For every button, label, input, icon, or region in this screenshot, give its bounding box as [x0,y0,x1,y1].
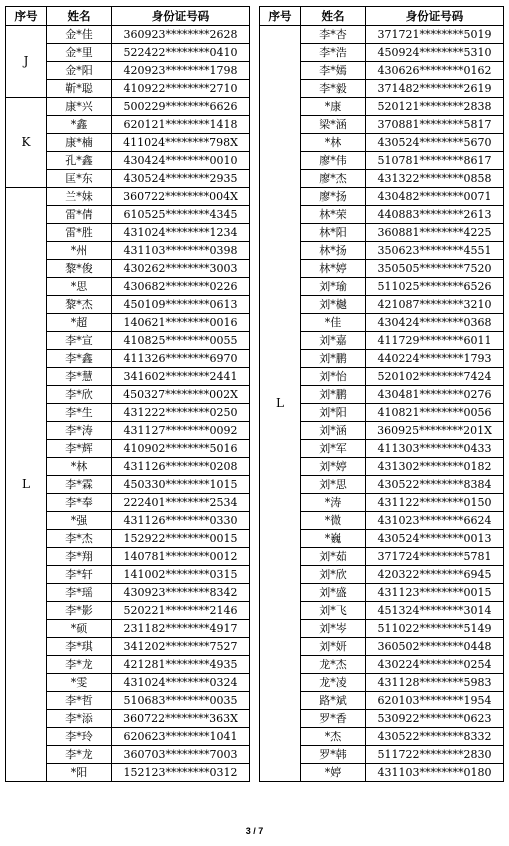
name-cell: 罗*韩 [301,746,366,764]
name-cell: 路*斌 [301,692,366,710]
name-cell: 李*鑫 [47,350,112,368]
id-number-cell: 500229********6626 [112,98,250,116]
name-cell: 李*瑶 [47,584,112,602]
id-number-cell: 430481********0276 [366,386,504,404]
name-cell: 李*琪 [47,638,112,656]
id-number-cell: 511022********5149 [366,620,504,638]
id-number-cell: 511025********6526 [366,278,504,296]
group-letter: K [6,98,47,188]
id-number-cell: 440883********2613 [366,206,504,224]
id-number-cell: 430424********0010 [112,152,250,170]
id-number-cell: 450330********1015 [112,476,250,494]
group-letter: J [6,26,47,98]
name-cell: 刘*妍 [301,638,366,656]
name-cell: *雯 [47,674,112,692]
name-cell: 金*阳 [47,62,112,80]
name-cell: 李*涛 [47,422,112,440]
id-number-cell: 450109********0613 [112,296,250,314]
table-row [260,26,504,44]
id-number-cell: 140781********0012 [112,548,250,566]
id-number-cell: 152922********0015 [112,530,250,548]
name-cell: 刘*思 [301,476,366,494]
id-number-cell: 360703********7003 [112,746,250,764]
id-number-cell: 511722********2830 [366,746,504,764]
id-number-cell: 360722********004X [112,188,250,206]
id-number-cell: 421281********4935 [112,656,250,674]
id-number-cell: 411303********0433 [366,440,504,458]
id-number-cell: 510781********8617 [366,152,504,170]
id-number-cell: 431128********5983 [366,674,504,692]
name-cell: 李*玲 [47,728,112,746]
id-number-cell: 152123********0312 [112,764,250,782]
roster-table-left [5,6,250,782]
header-row [260,7,504,26]
name-cell: 刘*婷 [301,458,366,476]
name-cell: 廖*杰 [301,170,366,188]
name-cell: 匡*东 [47,170,112,188]
group-letter: L [260,26,301,782]
name-cell: 刘*军 [301,440,366,458]
id-number-cell: 371724********5781 [366,548,504,566]
name-cell: 李*奉 [47,494,112,512]
name-cell: *阳 [47,764,112,782]
name-cell: 林*荣 [301,206,366,224]
id-number-cell: 431302********0182 [366,458,504,476]
name-cell: 兰*妹 [47,188,112,206]
id-number-cell: 430424********0368 [366,314,504,332]
id-number-cell: 620121********1418 [112,116,250,134]
name-cell: *微 [301,512,366,530]
id-number-cell: 411024********798X [112,134,250,152]
name-cell: 李*毅 [301,80,366,98]
name-cell: *杰 [301,728,366,746]
id-number-cell: 430682********0226 [112,278,250,296]
name-cell: *思 [47,278,112,296]
page-number: 3 / 7 [245,826,264,836]
name-cell: 林*阳 [301,224,366,242]
id-number-cell: 371482********2619 [366,80,504,98]
name-cell: 林*扬 [301,242,366,260]
name-cell: *涛 [301,494,366,512]
name-cell: 李*慧 [47,368,112,386]
name-cell: *婷 [301,764,366,782]
name-cell: *强 [47,512,112,530]
id-number-cell: 431024********0324 [112,674,250,692]
name-cell: *硕 [47,620,112,638]
name-cell: 孔*鑫 [47,152,112,170]
header-name: 姓名 [47,7,112,26]
name-cell: 罗*香 [301,710,366,728]
id-number-cell: 410902********5016 [112,440,250,458]
id-number-cell: 430524********2935 [112,170,250,188]
name-cell: 林*婷 [301,260,366,278]
id-number-cell: 431122********0150 [366,494,504,512]
name-cell: 刘*茹 [301,548,366,566]
name-cell: *康 [301,98,366,116]
name-cell: 龙*杰 [301,656,366,674]
name-cell: 李*杏 [301,26,366,44]
name-cell: 靳*聪 [47,80,112,98]
id-number-cell: 522422********0410 [112,44,250,62]
id-number-cell: 430626********0162 [366,62,504,80]
id-number-cell: 610525********4345 [112,206,250,224]
name-cell: 李*添 [47,710,112,728]
id-number-cell: 530922********0623 [366,710,504,728]
id-number-cell: 341602********2441 [112,368,250,386]
name-cell: *超 [47,314,112,332]
id-number-cell: 360923********2628 [112,26,250,44]
name-cell: 李*霖 [47,476,112,494]
name-cell: 刘*怡 [301,368,366,386]
id-number-cell: 431222********0250 [112,404,250,422]
name-cell: 李*哲 [47,692,112,710]
name-cell: 刘*盛 [301,584,366,602]
id-number-cell: 431126********0330 [112,512,250,530]
header-name: 姓名 [301,7,366,26]
header-id: 身份证号码 [366,7,504,26]
name-cell: 刘*嘉 [301,332,366,350]
id-number-cell: 620103********1954 [366,692,504,710]
id-number-cell: 430262********3003 [112,260,250,278]
name-cell: 廖*扬 [301,188,366,206]
id-number-cell: 520121********2838 [366,98,504,116]
name-cell: 李*轩 [47,566,112,584]
table-row [6,26,250,44]
name-cell: 金*里 [47,44,112,62]
id-number-cell: 430522********8384 [366,476,504,494]
name-cell: 李*杰 [47,530,112,548]
name-cell: 刘*涵 [301,422,366,440]
name-cell: 刘*樾 [301,296,366,314]
id-number-cell: 431023********6624 [366,512,504,530]
name-cell: *佳 [301,314,366,332]
id-number-cell: 360722********363X [112,710,250,728]
name-cell: 刘*鹏 [301,386,366,404]
name-cell: 李*欣 [47,386,112,404]
id-number-cell: 520102********7424 [366,368,504,386]
name-cell: 刘*瑜 [301,278,366,296]
name-cell: *林 [301,134,366,152]
id-number-cell: 440224********1793 [366,350,504,368]
roster-table-right [259,6,504,782]
id-number-cell: 140621********0016 [112,314,250,332]
name-cell: 黎*俊 [47,260,112,278]
id-number-cell: 510683********0035 [112,692,250,710]
name-cell: 刘*欣 [301,566,366,584]
name-cell: 龙*凌 [301,674,366,692]
id-number-cell: 431322********0858 [366,170,504,188]
id-number-cell: 430524********5670 [366,134,504,152]
id-number-cell: 371721********5019 [366,26,504,44]
name-cell: *林 [47,458,112,476]
id-number-cell: 450327********002X [112,386,250,404]
id-number-cell: 360925********201X [366,422,504,440]
id-number-cell: 431024********1234 [112,224,250,242]
id-number-cell: 141002********0315 [112,566,250,584]
id-number-cell: 231182********4917 [112,620,250,638]
name-cell: *鑫 [47,116,112,134]
id-number-cell: 420923********1798 [112,62,250,80]
id-number-cell: 430522********8332 [366,728,504,746]
id-number-cell: 410825********0055 [112,332,250,350]
id-number-cell: 451324********3014 [366,602,504,620]
name-cell: 李*生 [47,404,112,422]
id-number-cell: 360881********4225 [366,224,504,242]
id-number-cell: 450924********5310 [366,44,504,62]
table-row [6,188,250,206]
name-cell: 李*嫣 [301,62,366,80]
id-number-cell: 430923********8342 [112,584,250,602]
id-number-cell: 360502********0448 [366,638,504,656]
id-number-cell: 420322********6945 [366,566,504,584]
name-cell: 梁*涵 [301,116,366,134]
name-cell: *州 [47,242,112,260]
id-number-cell: 341202********7527 [112,638,250,656]
name-cell: 雷*胜 [47,224,112,242]
id-number-cell: 430224********0254 [366,656,504,674]
id-number-cell: 411326********6970 [112,350,250,368]
name-cell: 李*影 [47,602,112,620]
header-id: 身份证号码 [112,7,250,26]
id-number-cell: 431103********0398 [112,242,250,260]
id-number-cell: 410922********2710 [112,80,250,98]
name-cell: 金*佳 [47,26,112,44]
table-row [6,98,250,116]
id-number-cell: 431103********0180 [366,764,504,782]
id-number-cell: 431123********0015 [366,584,504,602]
name-cell: 刘*飞 [301,602,366,620]
id-number-cell: 431127********0092 [112,422,250,440]
name-cell: 李*宣 [47,332,112,350]
name-cell: 刘*鹏 [301,350,366,368]
group-letter: L [6,188,47,782]
header-row [6,7,250,26]
name-cell: 李*浩 [301,44,366,62]
id-number-cell: 620623********1041 [112,728,250,746]
name-cell: 黎*杰 [47,296,112,314]
id-number-cell: 410821********0056 [366,404,504,422]
id-number-cell: 222401********2534 [112,494,250,512]
name-cell: 刘*岑 [301,620,366,638]
id-number-cell: 411729********6011 [366,332,504,350]
id-number-cell: 430482********0071 [366,188,504,206]
name-cell: 李*翔 [47,548,112,566]
id-number-cell: 350623********4551 [366,242,504,260]
id-number-cell: 370881********5817 [366,116,504,134]
id-number-cell: 431126********0208 [112,458,250,476]
name-cell: 康*楠 [47,134,112,152]
name-cell: 李*龙 [47,746,112,764]
name-cell: 雷*倩 [47,206,112,224]
id-number-cell: 430524********0013 [366,530,504,548]
header-seq: 序号 [6,7,47,26]
id-number-cell: 421087********3210 [366,296,504,314]
name-cell: 廖*伟 [301,152,366,170]
id-number-cell: 350505********7520 [366,260,504,278]
name-cell: *巍 [301,530,366,548]
name-cell: 李*辉 [47,440,112,458]
id-number-cell: 520221********2146 [112,602,250,620]
name-cell: 李*龙 [47,656,112,674]
name-cell: 刘*阳 [301,404,366,422]
header-seq: 序号 [260,7,301,26]
name-cell: 康*兴 [47,98,112,116]
